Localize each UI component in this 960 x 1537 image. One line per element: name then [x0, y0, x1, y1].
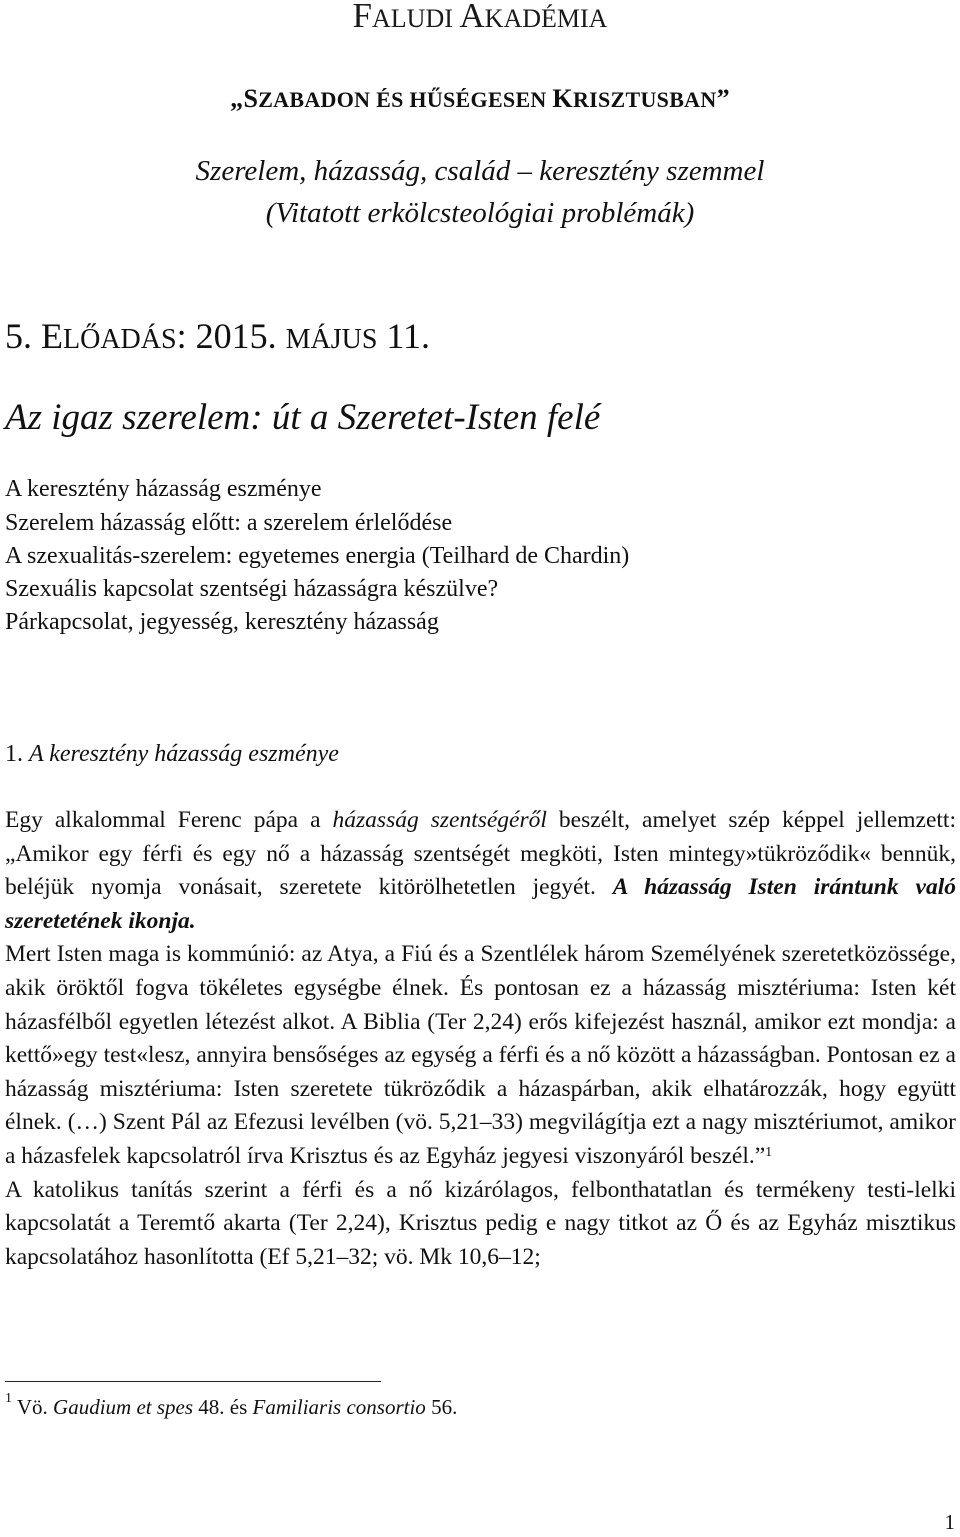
paragraph: Mert Isten maga is kommúnió: az Atya, a Fiú és a Szentlélek három Személyének szeretetközössége, akik öröktől fogva tökéletes egységbe élnek. És pontosan ez a házasság misztériuma: Isten két házasfélből egyetlen létezést alkot. A Biblia (Ter 2,24) erős kifejezést használ, amikor ezt mondja: a kettő»egy test«lesz, annyira bensőséges az egység a férfi és a nő között a házasságban. Pontosan ez a házasság misztériuma: Isten szeretete tükröződik a házaspárban, akik elhatározzák, hogy együtt élnek. (…) Szent Pál az Efezusi levélben (vö. 5,21–33) megvilágítja ezt a nagy misztériumot, amikor a házasfelek kapcsolatról írva Krisztus és az Egyház jegyesi viszonyáról beszél.”$^1$: [5, 941, 956, 1169]
paragraph: Egy alkalommal Ferenc pápa a házasság szentségéről beszélt, amelyet szép képpel jellemzett: „Amikor egy férfi és egy nő a házasság szentségét megköti, Isten mintegy»tükröződik« bennük, beléjük nyomja vonásait, szeretete kitörölhetetlen jegyét. A házasság Isten irántunk való szeretetének ikonja.: [5, 807, 956, 934]
outline-item: A keresztény házasság eszménye: [5, 476, 322, 502]
emphasis-sentence: A házasság Isten irántunk való szeretetének ikonja.: [5, 874, 956, 934]
lecture-heading: 5. ELŐADÁS: 2015. MÁJUS 11.: [5, 316, 431, 356]
footnote-reference[interactable]: 1: [765, 1144, 773, 1160]
section-heading: 1. A keresztény házasság eszménye: [5, 741, 339, 767]
footnote: $^1$ Vö. Gaudium et spes 48. és Familiaris consortio 56.: [5, 1391, 458, 1419]
footnote-divider: [5, 1381, 381, 1382]
lecture-topic: Az igaz szerelem: út a Szeretet-Isten felé: [5, 397, 601, 438]
series-subtitle: Szerelem, házasság, család – keresztény szemmel: [195, 155, 765, 187]
body-text: [5, 804, 956, 1274]
series-title: „SZABADON ÉS HŰSÉGESEN KRISZTUSBAN”: [230, 84, 730, 113]
outline-item: A szexualitás-szerelem: egyetemes energia (Teilhard de Chardin): [5, 543, 630, 569]
paragraph: A katolikus tanítás szerint a férfi és a nő kizárólagos, felbonthatatlan és termékeny testi-lelki kapcsolatát a Teremtő akarta (Ter 2,24), Krisztus pedig e nagy titkot az Ő és az Egyház misztikus kapcsolatához hasonlította (Ef 5,21–32; vö. Mk 10,6–12;: [5, 1176, 956, 1270]
institution-header: FALUDI AKADÉMIA: [352, 0, 608, 35]
series-subtitle-parenthetical: (Vitatott erkölcsteológiai problémák): [265, 197, 695, 229]
outline-item: Szexuális kapcsolat szentségi házasságra készülve?: [5, 576, 499, 602]
outline-item: Párkapcsolat, jegyesség, keresztény házasság: [5, 609, 439, 635]
page-number: 1: [944, 1510, 955, 1534]
outline-item: Szerelem házasság előtt: a szerelem érlelődése: [5, 510, 453, 536]
